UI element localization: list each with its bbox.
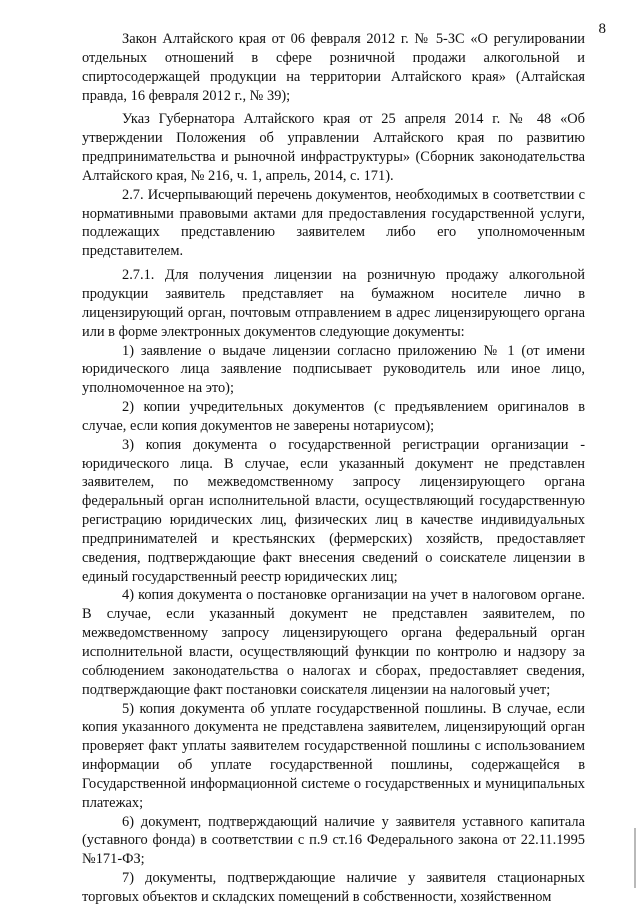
list-item-6: 6) документ, подтверждающий наличие у заявителя уставного капитала (уставного фонда) в соответствии с п.9 ст.16 Федерального закона от 22.11.1995 №171-ФЗ; [82, 813, 585, 868]
page-number: 8 [598, 21, 606, 37]
list-item-1: 1) заявление о выдаче лицензии согласно приложению № 1 (от имени юридического лица заявление подписывает руководитель или иное лицо, уполномоченное на это); [82, 342, 585, 397]
scan-edge-mark [634, 828, 636, 888]
paragraph-decree-governor-2014: Указ Губернатора Алтайского края от 25 апреля 2014 г. № 48 «Об утверждении Положения об управлении Алтайского края по развитию предпринимательства и рыночной инфраструктуры» (Сборник законодательства Алтайского края, № 216, ч. 1, апрель, 2014, с. 171). [82, 111, 585, 184]
list-item-5: 5) копия документа об уплате государственной пошлины. В случае, если копия указанного документа не представлена заявителем, лицензирующий орган проверяет факт уплаты заявителем государственной пошлины с использованием информации об уплате государственной пошлины, содержащейся в Государственной информационной системе о государственных и муниципальных платежах; [82, 700, 585, 811]
list-item-7: 7) документы, подтверждающие наличие у заявителя стационарных торговых объектов и складских помещений в собственности, хозяйственном [82, 870, 585, 905]
paragraph-section-2-7: 2.7. Исчерпывающий перечень документов, необходимых в соответствии с нормативными правовыми актами для предоставления государственной услуги, подлежащих представлению заявителем либо его уполномоченным представителем. [82, 186, 585, 260]
document-body [82, 30, 585, 907]
paragraph-law-altai-2012: Закон Алтайского края от 06 февраля 2012 г. № 5-ЗС «О регулировании отдельных отношений в сфере розничной продажи алкогольной и спиртосодержащей продукции на территории Алтайского края» (Алтайская правда, 16 февраля 2012 г., № 39); [82, 31, 585, 104]
paragraph-section-2-7-1: 2.7.1. Для получения лицензии на розничную продажу алкогольной продукции заявитель представляет на бумажном носителе лично в лицензирующий орган, почтовым отправлением в адрес лицензирующего органа или в форме электронных документов следующие документы: [82, 267, 585, 340]
list-item-2: 2) копии учредительных документов (с предъявлением оригиналов в случае, если копия документов не заверены нотариусом); [82, 399, 585, 434]
list-item-3: 3) копия документа о государственной регистрации организации - юридического лица. В случае, если указанный документ не представлен заявителем, по межведомственному запросу лицензирующего органа федеральный орган исполнительной власти, осуществляющий государственную регистрацию юридических лиц, физических лиц в качестве индивидуальных предпринимателей и крестьянских (фермерских) хозяйств, предоставляет сведения, подтверждающие факт внесения сведений о соискателе лицензии в единый государственный реестр юридических лиц; [82, 436, 585, 585]
list-item-4: 4) копия документа о постановке организации на учет в налоговом органе. В случае, если указанный документ не представлен заявителем, по межведомственному запросу лицензирующего органа федеральный орган исполнительной власти, осуществляющий функции по контролю и надзору за соблюдением законодательства о налогах и сборах, предоставляет сведения, подтверждающие факт постановки соискателя лицензии на налоговый учет; [82, 587, 585, 698]
